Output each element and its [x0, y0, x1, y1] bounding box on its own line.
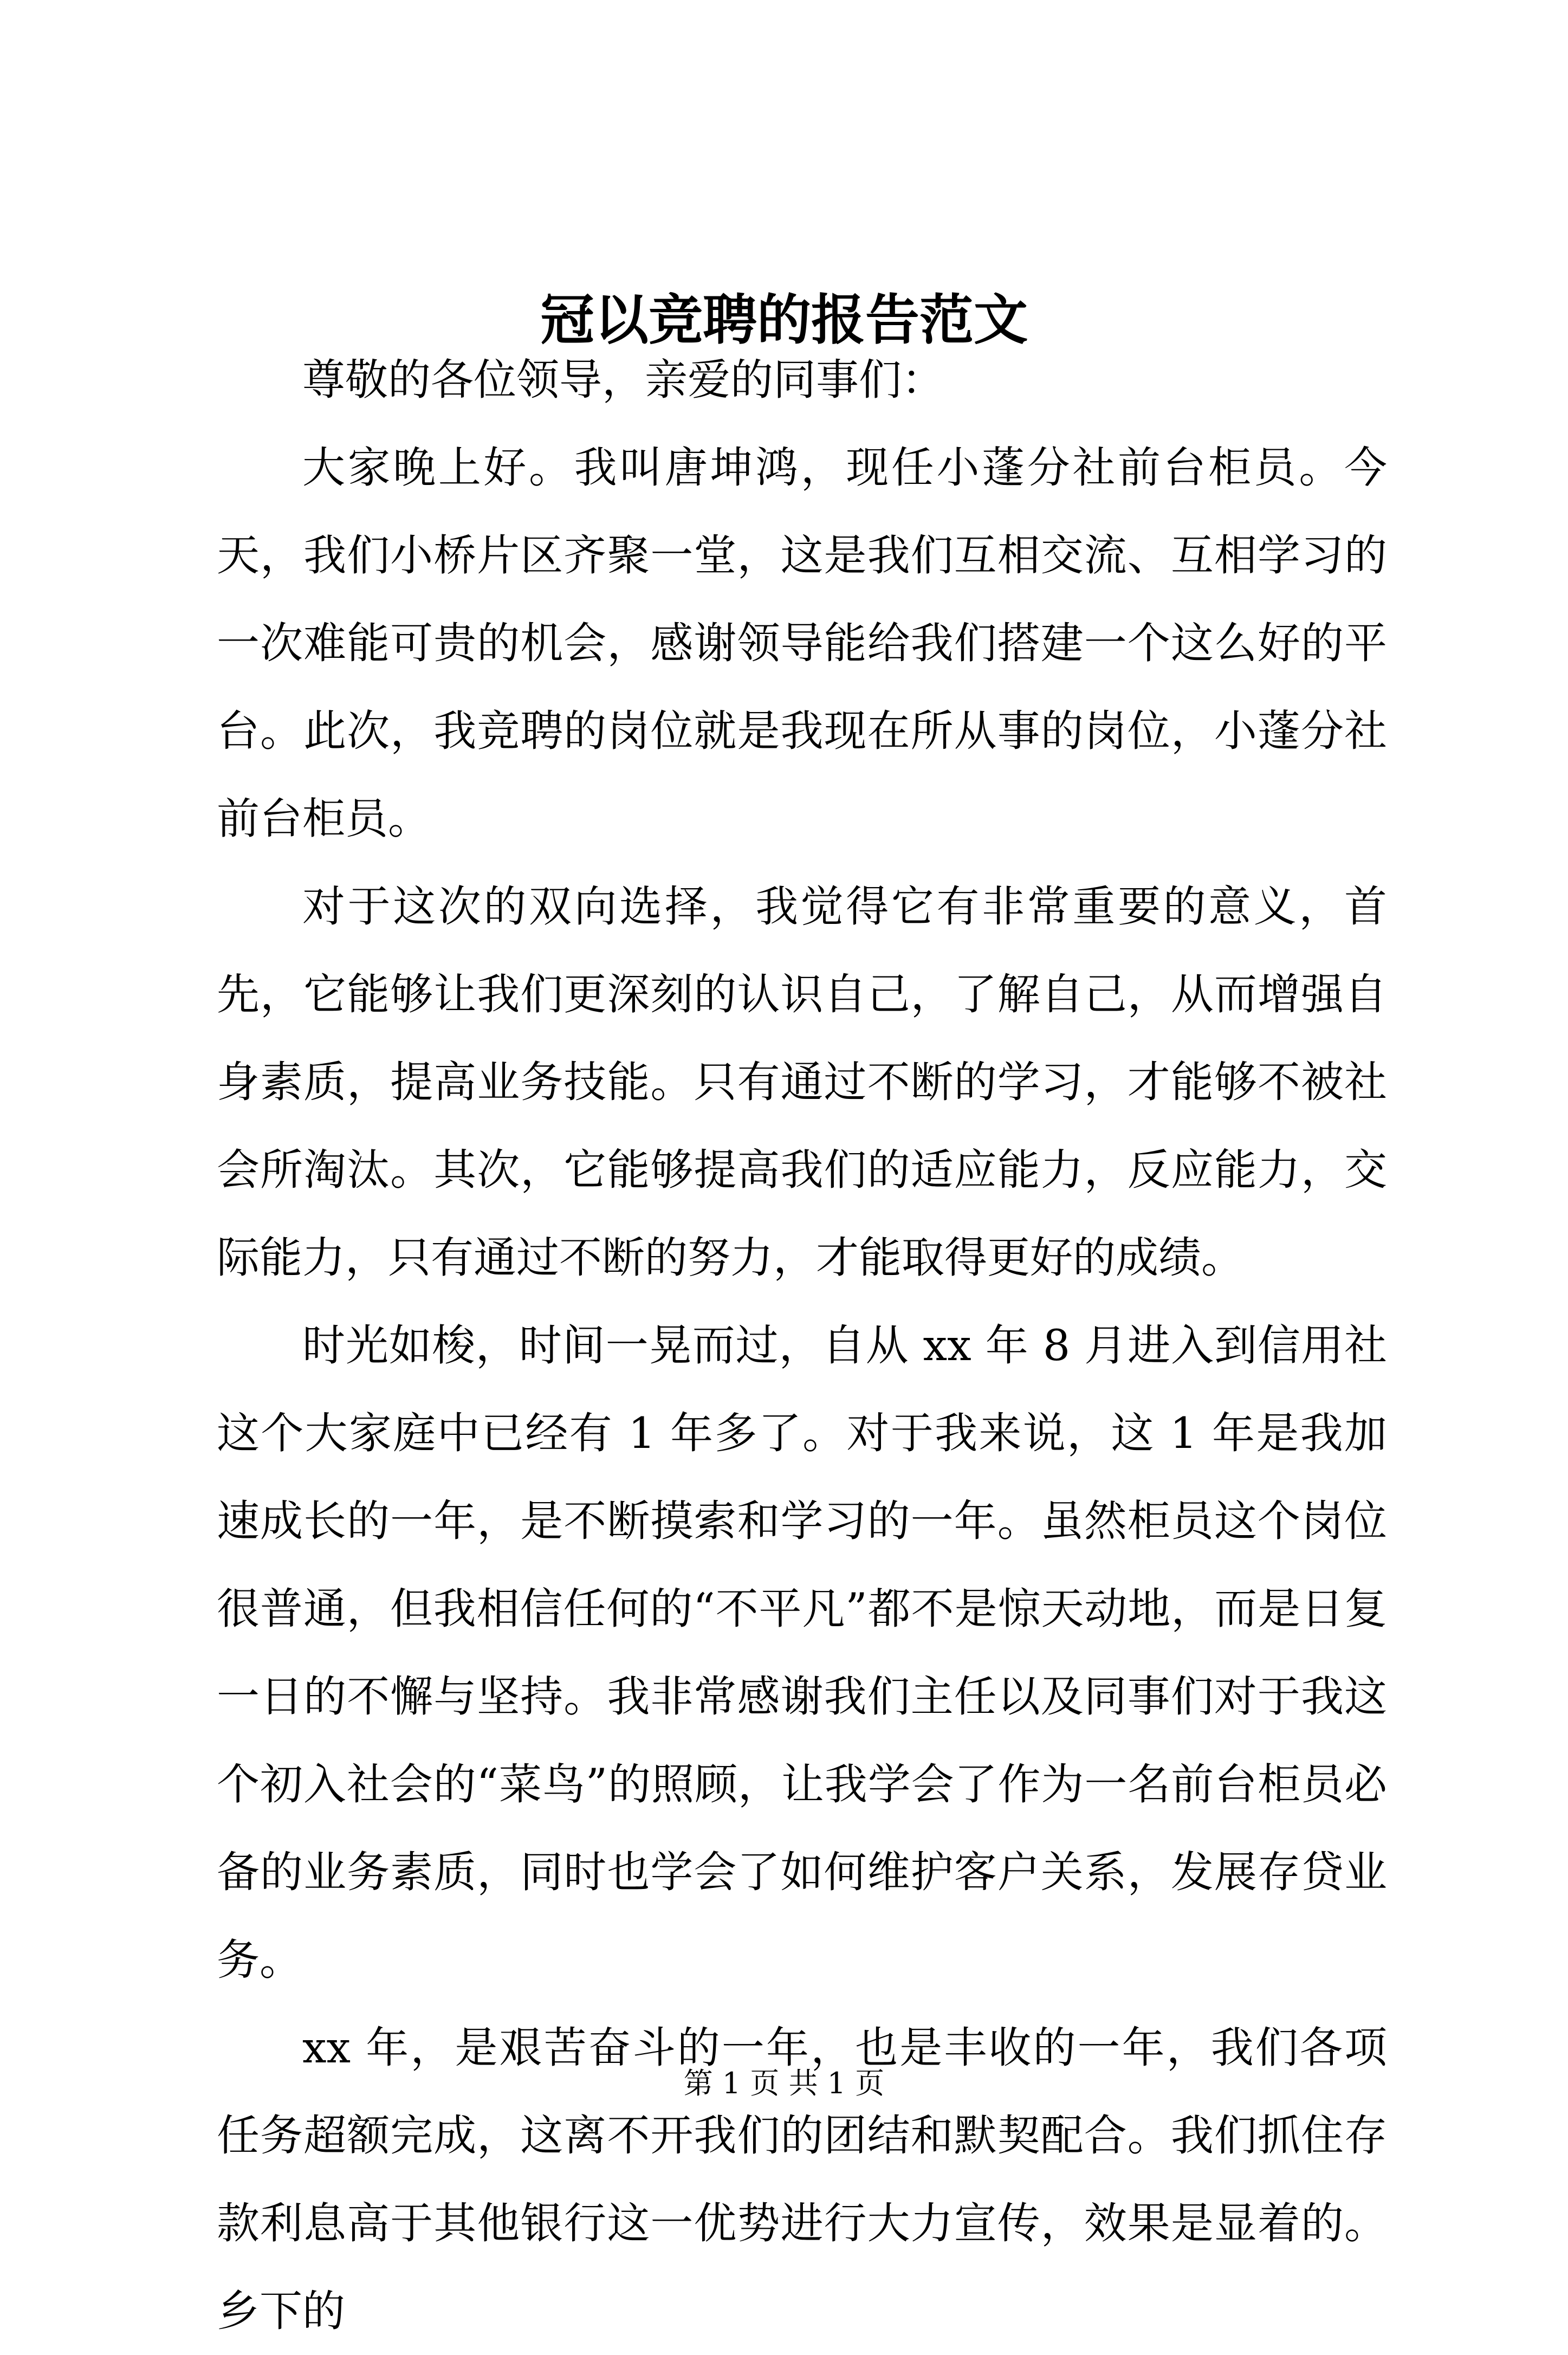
- document-title: 冠以竞聘的报告范文: [540, 288, 1028, 352]
- significance-paragraph: 对于这次的双向选择，我觉得它有非常重要的意义，首先，它能够让我们更深刻的认识自己，了解自己，从而增强自身素质，提高业务技能。只有通过不断的学习，才能够不被社会所淘汰。其次，它能够提高我们的适应能力，反应能力，交际能力，只有通过不断的努力，才能取得更好的成绩。: [217, 882, 1387, 1283]
- intro-paragraph: 大家晚上好。我叫唐坤鸿，现任小蓬分社前台柜员。今天，我们小桥片区齐聚一堂，这是我们互相交流、互相学习的一次难能可贵的机会，感谢领导能给我们搭建一个这么好的平台。此次，我竞聘的岗位就是我现在所从事的岗位，小蓬分社前台柜员。: [217, 443, 1387, 844]
- document-body: [217, 336, 1387, 2355]
- salutation-paragraph: 尊敬的各位领导，亲爱的同事们：: [302, 355, 944, 405]
- achievement-paragraph: xx 年，是艰苦奋斗的一年，也是丰收的一年，我们各项任务超额完成，这离不开我们的团结和默契配合。我们抓住存款利息高于其他银行这一优势进行大力宣传，效果是显着的。乡下的: [217, 2023, 1387, 2336]
- page-footer: 第 1 页 共 1 页: [683, 2066, 885, 2100]
- experience-paragraph: 时光如梭，时间一晃而过，自从 xx 年 8 月进入到信用社这个大家庭中已经有 1 年多了。对于我来说，这 1 年是我加速成长的一年，是不断摸索和学习的一年。虽然柜员这个岗位很普通，但我相信任何的“不平凡”都不是惊天动地，而是日复一日的不懈与坚持。我非常感谢我们主任以及同事们对于我这个初入社会的“菜鸟”的照顾，让我学会了作为一名前台柜员必备的业务素质，同时也学会了如何维护客户关系，发展存贷业务。: [217, 1321, 1387, 1985]
